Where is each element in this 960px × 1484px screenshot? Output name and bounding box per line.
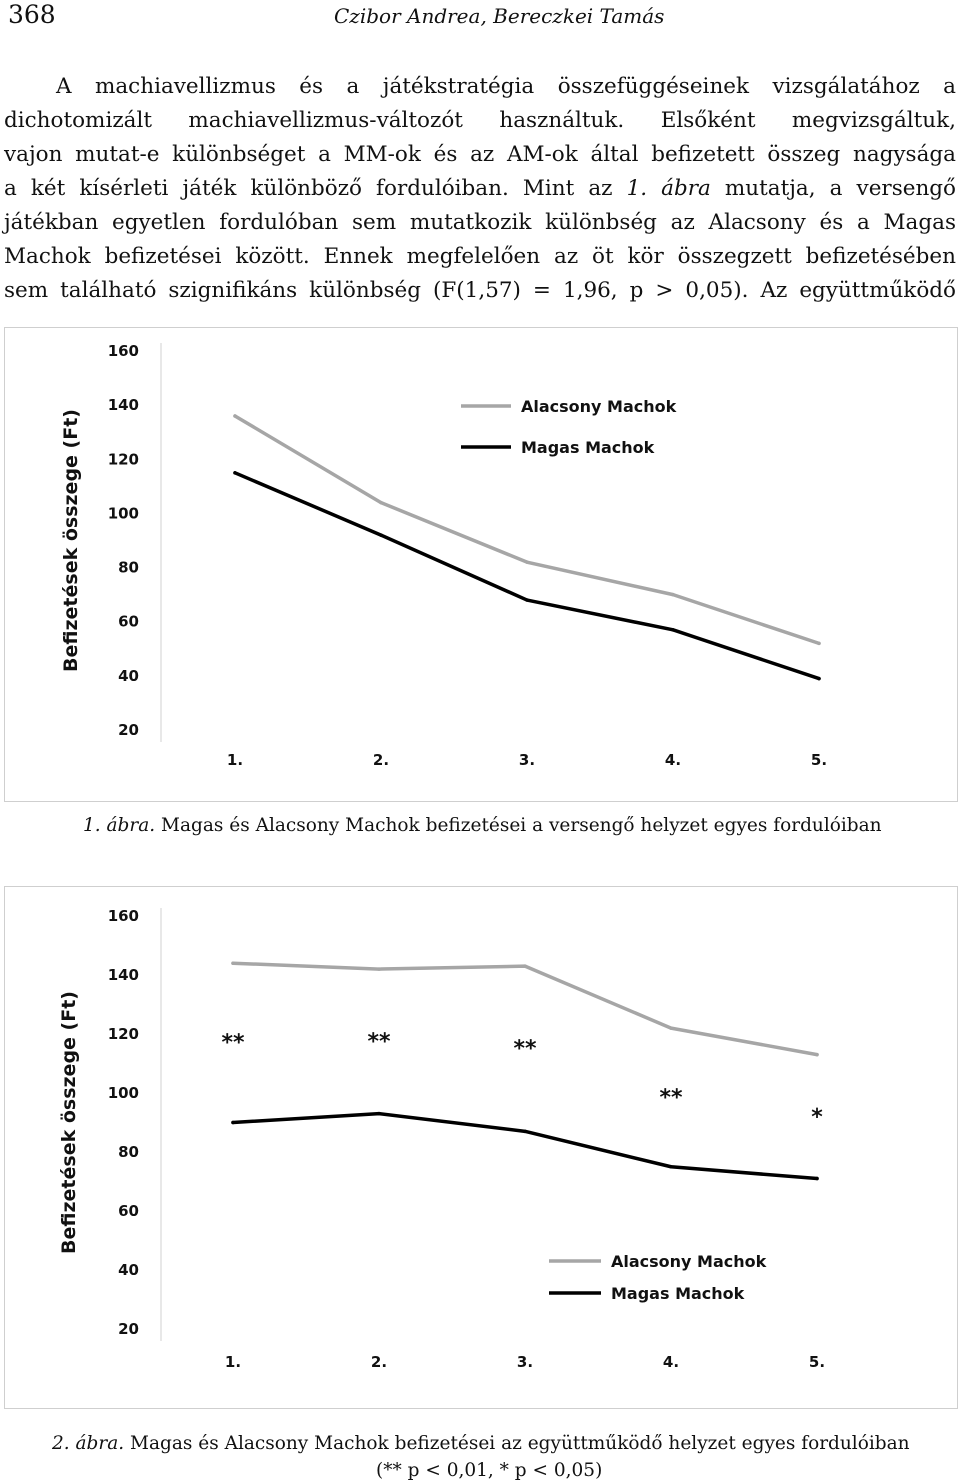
data-point (671, 628, 675, 632)
data-point (671, 593, 675, 597)
significance-marker: * (811, 1105, 823, 1131)
x-tick-label: 2. (370, 1353, 388, 1371)
legend-label: Alacsony Machok (521, 397, 677, 416)
y-tick-label: 60 (118, 612, 139, 631)
legend-label: Alacsony Machok (611, 1252, 767, 1271)
figure-2-plot (5, 887, 957, 1408)
y-tick-label: 120 (107, 1025, 139, 1043)
data-point (815, 1053, 819, 1057)
data-point (523, 1130, 527, 1134)
body-line: sem található szignifikáns különbség (F(1,57) = 1,96, p > 0,05). Az együttműködő (4, 278, 956, 303)
y-tick-label: 120 (107, 450, 139, 469)
data-point (233, 471, 237, 475)
body-line: játékban egyetlen fordulóban sem mutatkozik különbség az Alacsony és a Magas (4, 210, 956, 235)
figure-2-caption-text: Magas és Alacsony Machok befizetései az együttműködő helyzet egyes fordulóiban (124, 1433, 910, 1454)
y-tick-label: 40 (118, 666, 139, 685)
y-axis-title: Befizetések összege (Ft) (58, 991, 80, 1254)
legend-label: Magas Machok (611, 1284, 745, 1303)
data-point (669, 1165, 673, 1169)
legend-label: Magas Machok (521, 438, 655, 457)
body-paragraph (4, 70, 956, 308)
figure-2-chart (4, 886, 958, 1409)
body-line: vajon mutat-e különbséget a MM-ok és az AM-ok által befizetett összeg nagysága (4, 142, 956, 167)
data-point (379, 533, 383, 537)
body-line (4, 172, 956, 206)
x-tick-label: 3. (516, 1353, 534, 1371)
data-point (817, 642, 821, 646)
significance-marker: ** (367, 1029, 391, 1055)
x-tick-label: 4. (662, 1353, 680, 1371)
y-axis-title: Befizetések összege (Ft) (60, 409, 82, 672)
series-line-magas (235, 473, 819, 679)
x-tick-label: 4. (664, 751, 682, 769)
data-point (525, 560, 529, 564)
x-tick-label: 5. (810, 751, 828, 769)
data-point (669, 1026, 673, 1030)
page-number: 368 (8, 0, 56, 29)
data-point (523, 964, 527, 968)
data-point (815, 1177, 819, 1181)
data-point (379, 501, 383, 505)
y-tick-label: 160 (107, 342, 139, 360)
data-point (231, 1121, 235, 1125)
figure-1-caption-text: Magas és Alacsony Machok befizetései a versengő helyzet egyes fordulóiban (155, 815, 882, 836)
x-tick-label: 1. (224, 1353, 242, 1371)
x-tick-label: 1. (226, 751, 244, 769)
y-tick-label: 140 (107, 396, 139, 415)
figure-2-significance-note: (** p < 0,01, * p < 0,05) (376, 1460, 603, 1481)
figure-2-caption-label: 2. ábra. (52, 1433, 125, 1454)
y-tick-label: 100 (107, 504, 139, 523)
y-tick-label: 80 (118, 558, 139, 577)
data-point (233, 414, 237, 418)
series-line-magas (233, 1114, 817, 1179)
y-tick-label: 80 (118, 1143, 139, 1161)
data-point (231, 961, 235, 965)
x-tick-label: 2. (372, 751, 390, 769)
body-line: A machiavellizmus és a játékstratégia összefüggéseinek vizsgálatához a (56, 74, 956, 99)
figure-reference: 1. ábra (626, 176, 711, 201)
y-tick-label: 40 (118, 1261, 139, 1279)
y-tick-label: 20 (118, 1320, 139, 1338)
figure-1-caption (83, 815, 882, 836)
significance-marker: ** (513, 1036, 537, 1062)
y-tick-label: 140 (107, 966, 139, 984)
data-point (817, 677, 821, 681)
figure-1-plot (5, 328, 957, 801)
y-tick-label: 20 (118, 721, 139, 739)
figure-2-caption (52, 1433, 910, 1454)
running-head: Czibor Andrea, Bereczkei Tamás (334, 4, 665, 28)
data-point (377, 1112, 381, 1116)
y-tick-label: 100 (107, 1084, 139, 1102)
figure-1-chart (4, 327, 958, 802)
x-tick-label: 5. (808, 1353, 826, 1371)
data-point (377, 967, 381, 971)
significance-marker: ** (659, 1085, 683, 1111)
body-text-span: mutatja, a versengő (710, 176, 957, 201)
body-line: Machok befizetései között. Ennek megfelelően az öt kör összegzett befizetésében (4, 244, 956, 269)
significance-marker: ** (221, 1030, 245, 1056)
body-text-span: a két kísérleti játék különböző fordulóiban. Mint az (4, 176, 627, 201)
body-line: dichotomizált machiavellizmus-változót használtuk. Elsőként megvizsgáltuk, (4, 108, 956, 133)
figure-1-caption-label: 1. ábra. (83, 815, 156, 836)
y-tick-label: 60 (118, 1202, 139, 1220)
y-tick-label: 160 (107, 907, 139, 925)
data-point (525, 598, 529, 602)
x-tick-label: 3. (518, 751, 536, 769)
